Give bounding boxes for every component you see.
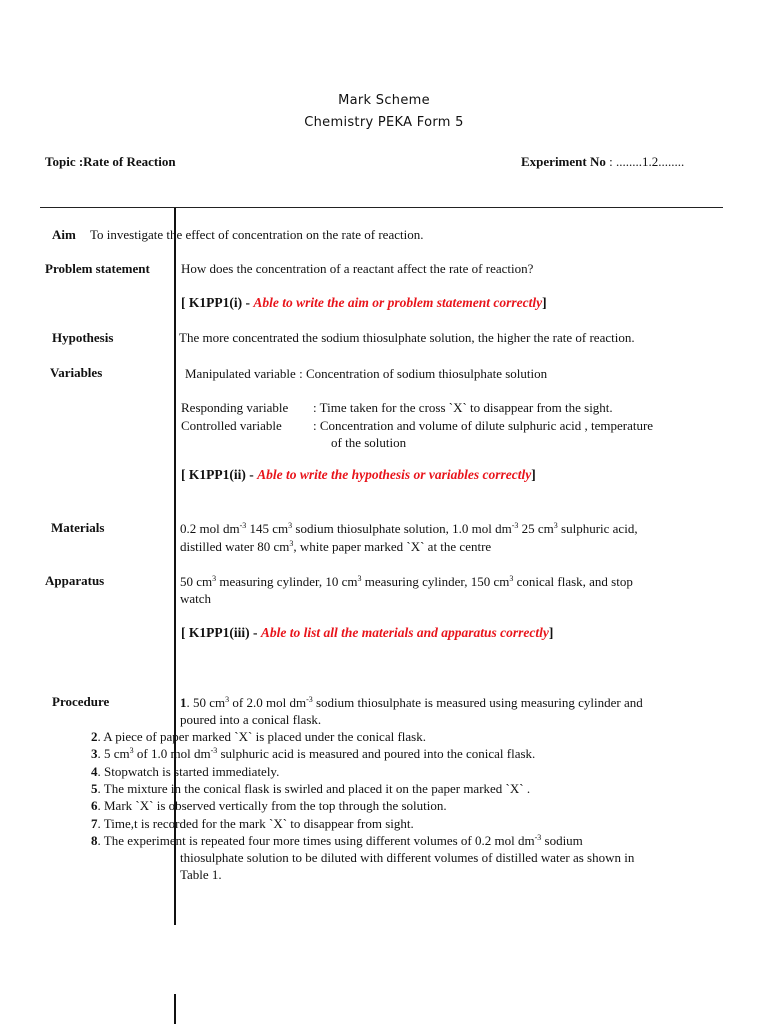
controlled-value: : Concentration and volume of dilute sulphuric acid , temperature — [313, 418, 654, 433]
step-text: . 5 cm — [97, 746, 130, 761]
topic-line — [45, 154, 176, 170]
procedure-step-7 — [91, 815, 414, 832]
procedure-label: Procedure — [52, 694, 110, 709]
materials-superscript: -3 — [239, 521, 247, 530]
manipulated-value: : Concentration of sodium thiosulphate solution — [299, 366, 548, 381]
step-text: . Time,t is recorded for the mark `X` to disappear from sight. — [97, 816, 414, 831]
apparatus-superscript: 3 — [212, 574, 217, 583]
materials-text-line-2 — [180, 538, 491, 555]
experiment-value: : ........1.2........ — [609, 154, 685, 169]
procedure-step-1-line-2: poured into a conical flask. — [180, 712, 322, 727]
experiment-line — [521, 154, 684, 170]
responding-label: Responding variable — [181, 400, 289, 415]
materials-superscript: 3 — [553, 521, 558, 530]
procedure-step-6 — [91, 797, 447, 814]
mark-3-close: ] — [548, 625, 554, 640]
responding-variable — [181, 399, 613, 416]
apparatus-text-part: 50 cm — [180, 574, 213, 589]
materials-text-part: 25 cm — [518, 521, 554, 536]
mark-2-close: ] — [531, 467, 536, 482]
manipulated-variable — [185, 365, 547, 382]
topic-label: Topic — [45, 154, 76, 169]
step-text: . 50 cm — [186, 695, 226, 710]
step-text: sodium — [541, 833, 583, 848]
mark-1-code: [ K1PP1(i) - — [181, 295, 254, 310]
mark-1-criterion: Able to write the aim or problem statement correctly — [253, 295, 543, 310]
hypothesis-label: Hypothesis — [52, 330, 114, 345]
step-superscript: -3 — [306, 695, 313, 704]
mark-criterion-1 — [181, 295, 547, 311]
hypothesis-text: The more concentrated the sodium thiosulphate solution, the higher the rate of reaction. — [179, 330, 635, 345]
materials-text-part: sodium thiosulphate solution, 1.0 mol dm — [292, 521, 512, 536]
materials-superscript: 3 — [289, 539, 294, 548]
controlled-value-line-2: of the solution — [331, 435, 407, 450]
step-superscript: 3 — [129, 746, 134, 755]
materials-superscript: -3 — [511, 521, 519, 530]
apparatus-text — [180, 573, 730, 590]
problem-text: How does the concentration of a reactant affect the rate of reaction? — [181, 261, 534, 276]
step-number: 7 — [91, 816, 98, 831]
responding-value: : Time taken for the cross `X` to disappear from the sight. — [313, 400, 613, 415]
apparatus-text-part: measuring cylinder, 10 cm — [216, 574, 358, 589]
aim-text: To investigate the effect of concentration on the rate of reaction. — [90, 227, 424, 242]
header-divider — [40, 207, 723, 208]
step-text: of 1.0 mol dm — [133, 746, 211, 761]
aim-label: Aim — [52, 227, 76, 242]
step-number: 1 — [180, 695, 187, 710]
step-superscript: -3 — [210, 746, 218, 755]
apparatus-text-part: conical flask, and stop — [513, 574, 633, 589]
controlled-label: Controlled variable — [181, 418, 282, 433]
column-divider-lower — [174, 994, 176, 1024]
procedure-step-8 — [91, 832, 731, 849]
materials-text-part: , white paper marked `X` at the centre — [293, 539, 492, 554]
variables-label: Variables — [50, 365, 103, 380]
materials-text-part: distilled water 80 cm — [180, 539, 290, 554]
problem-label: Problem statement — [45, 261, 150, 276]
materials-text-part: 0.2 mol dm — [180, 521, 240, 536]
materials-superscript: 3 — [288, 521, 293, 530]
procedure-step-1 — [180, 694, 740, 711]
apparatus-text-line-2: watch — [180, 591, 212, 606]
procedure-step-2 — [91, 728, 426, 745]
step-text: . The mixture in the conical flask is swirled and placed it on the paper marked `X` . — [97, 781, 531, 796]
step-superscript: 3 — [225, 695, 230, 704]
step-text: . Stopwatch is started immediately. — [97, 764, 280, 779]
procedure-step-8-line-2: thiosulphate solution to be diluted with different volumes of distilled water as shown in — [180, 850, 635, 865]
step-text: . A piece of paper marked `X` is placed under the conical flask. — [97, 729, 426, 744]
step-text: of 2.0 mol dm — [229, 695, 307, 710]
mark-2-criterion: Able to write the hypothesis or variables correctly — [257, 467, 532, 482]
step-number: 4 — [91, 764, 98, 779]
step-number: 6 — [91, 798, 98, 813]
step-superscript: -3 — [534, 833, 542, 842]
procedure-step-3 — [91, 745, 535, 762]
mark-3-code: [ K1PP1(iii) - — [181, 625, 261, 640]
apparatus-superscript: 3 — [509, 574, 514, 583]
mark-3-criterion: Able to list all the materials and apparatus correctly — [260, 625, 549, 640]
manipulated-label: Manipulated variable — [185, 366, 296, 381]
apparatus-superscript: 3 — [357, 574, 362, 583]
experiment-label: Experiment No — [521, 154, 606, 169]
step-number: 3 — [91, 746, 98, 761]
materials-text — [180, 520, 730, 537]
topic-value: :Rate of Reaction — [78, 154, 176, 169]
materials-text-part: sulphuric acid, — [557, 521, 638, 536]
step-text: . Mark `X` is observed vertically from the top through the solution. — [97, 798, 447, 813]
step-number: 2 — [91, 729, 98, 744]
mark-criterion-3 — [181, 625, 553, 641]
procedure-step-4 — [91, 763, 279, 780]
apparatus-text-part: measuring cylinder, 150 cm — [361, 574, 510, 589]
step-text: sodium thiosulphate is measured using measuring cylinder and — [312, 695, 643, 710]
materials-label: Materials — [51, 520, 105, 535]
procedure-step-5 — [91, 780, 530, 797]
step-number: 8 — [91, 833, 98, 848]
document-subtitle: Chemistry PEKA Form 5 — [304, 115, 464, 130]
step-text: sulphuric acid is measured and poured into the conical flask. — [217, 746, 536, 761]
document-title: Mark Scheme — [338, 93, 430, 108]
apparatus-label: Apparatus — [45, 573, 105, 588]
materials-text-part: 145 cm — [246, 521, 289, 536]
mark-1-close: ] — [542, 295, 547, 310]
mark-criterion-2 — [181, 467, 536, 483]
step-number: 5 — [91, 781, 98, 796]
step-text: . The experiment is repeated four more times using different volumes of 0.2 mol dm — [97, 833, 535, 848]
controlled-variable — [181, 417, 653, 434]
mark-2-code: [ K1PP1(ii) - — [181, 467, 258, 482]
procedure-step-8-line-3: Table 1. — [180, 867, 222, 882]
